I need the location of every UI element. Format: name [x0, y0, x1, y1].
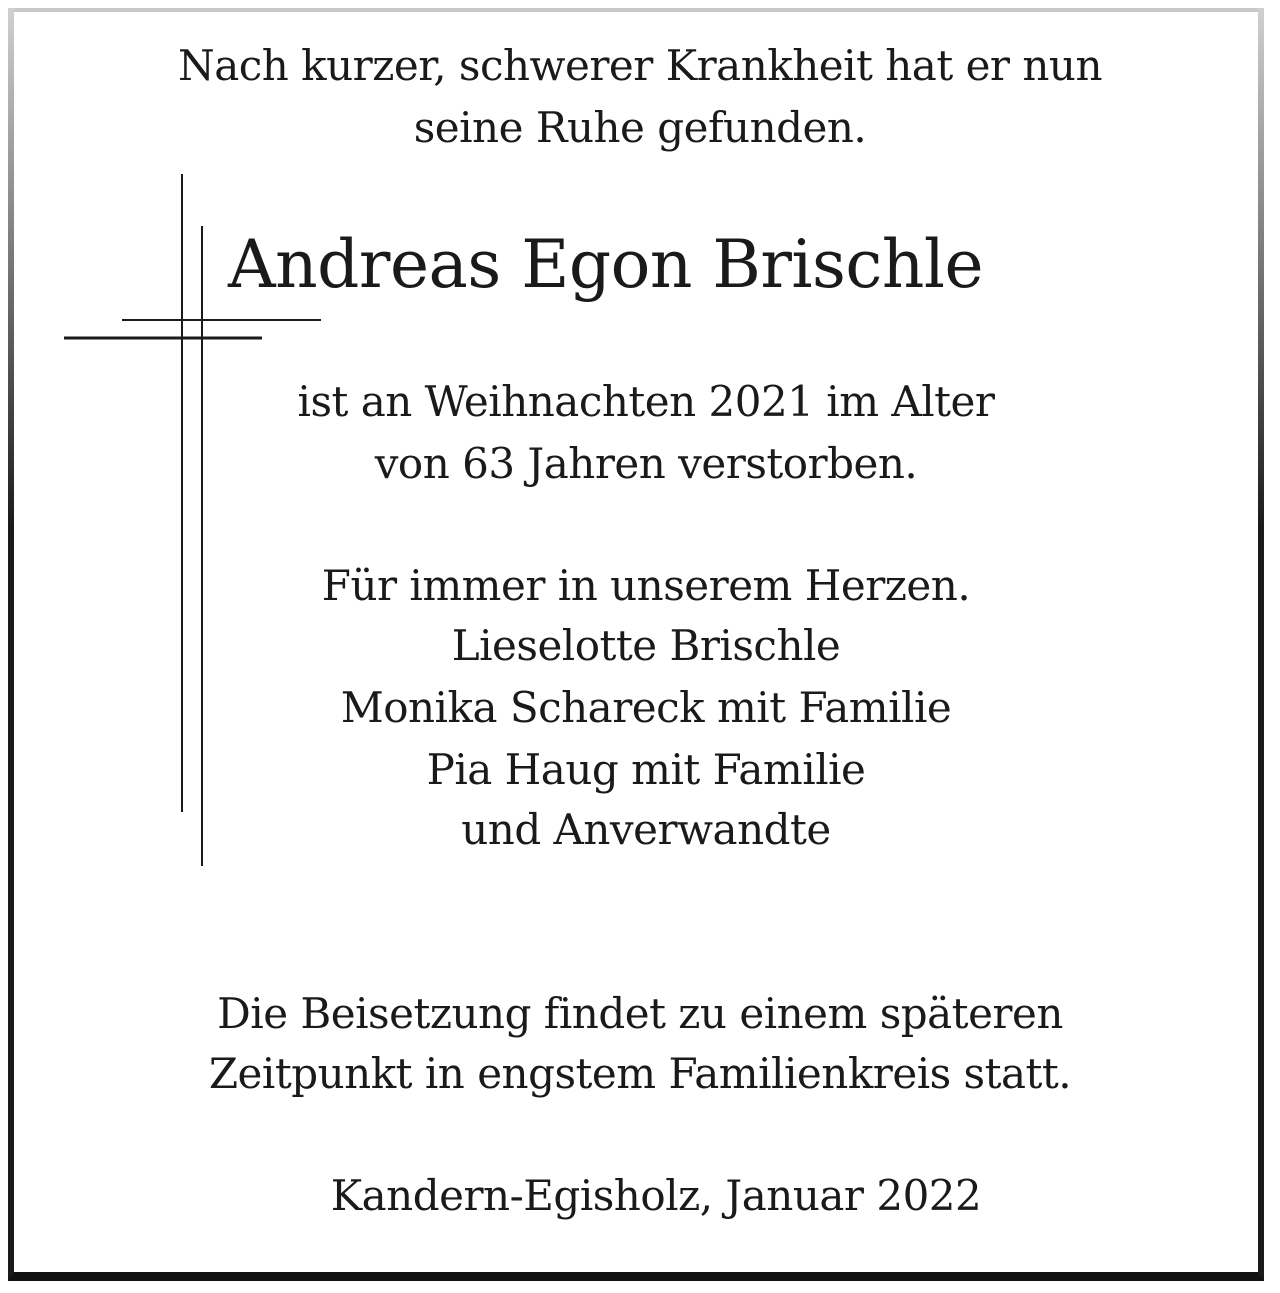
mourner-name: Lieselotte Brischle [451, 621, 841, 670]
funeral-line-2: Zeitpunkt in engstem Familienkreis statt. [208, 1049, 1072, 1098]
deceased-name: Andreas Egon Brischle [228, 226, 984, 303]
motto: Für immer in unserem Herzen. [321, 561, 971, 610]
mourner-name: Pia Haug mit Familie [426, 745, 866, 794]
mourner-name: Monika Schareck mit Familie [340, 683, 952, 732]
funeral-line-1: Die Beisetzung findet zu einem späteren [217, 989, 1063, 1038]
intro-line-2: seine Ruhe gefunden. [413, 103, 867, 152]
death-notice-line-2: von 63 Jahren verstorben. [374, 439, 918, 488]
mourner-name: und Anverwandte [461, 805, 831, 854]
intro-line-1: Nach kurzer, schwerer Krankheit hat er nun [177, 41, 1103, 90]
place-date: Kandern-Egisholz, Januar 2022 [330, 1171, 982, 1220]
death-notice-line-1: ist an Weihnachten 2021 im Alter [297, 377, 995, 426]
